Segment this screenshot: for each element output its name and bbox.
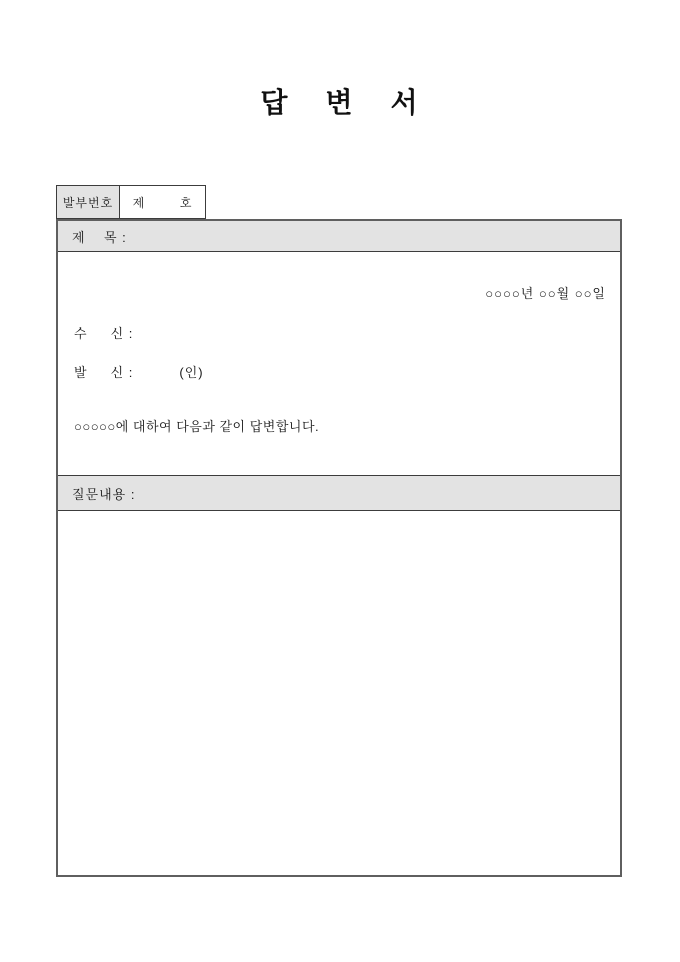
sender-label: 발 신 : [74, 365, 134, 380]
subject-label: 제 목 : [72, 229, 127, 245]
letter-body [58, 252, 620, 475]
issue-number-tab [56, 185, 206, 219]
sender-line [74, 365, 606, 381]
form-box [56, 219, 622, 877]
seal-mark: (인) [179, 365, 204, 380]
issue-number-label-cell: 발부번호 [56, 185, 120, 219]
subject-header-bar [58, 221, 620, 252]
document-title: 답 변 서 [260, 88, 420, 119]
issue-number-value-cell: 제 호 [120, 185, 206, 219]
question-content-area [58, 511, 620, 875]
recipient-line: 수 신 : [74, 326, 134, 341]
date-line: ○○○○년 ○○월 ○○일 [485, 286, 606, 301]
question-header-bar [58, 475, 620, 511]
answer-statement: ○○○○○에 대하여 다음과 같이 답변합니다. [74, 419, 320, 434]
question-label: 질문내용 : [72, 486, 136, 502]
